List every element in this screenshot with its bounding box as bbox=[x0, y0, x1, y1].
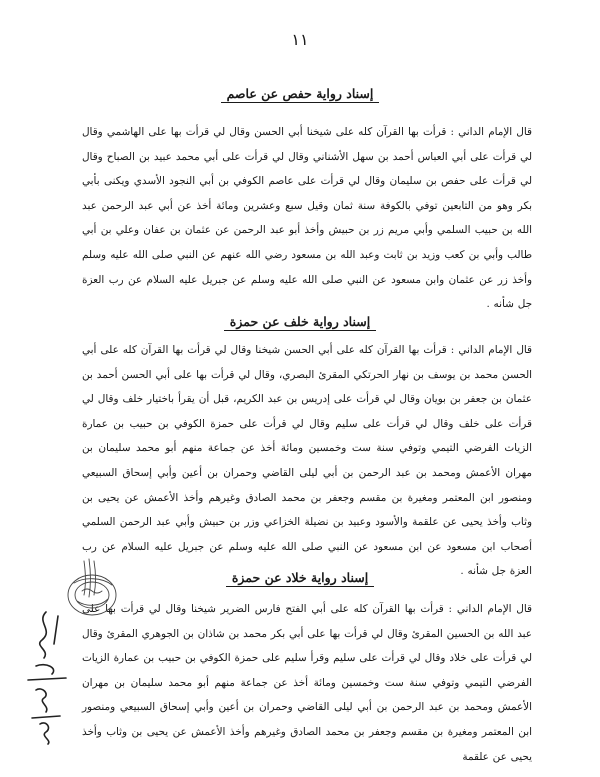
section-heading-hafs bbox=[0, 86, 600, 101]
section-heading-text: إسناد رواية خلف عن حمزة bbox=[224, 314, 376, 331]
page-number: ١١ bbox=[291, 30, 309, 49]
section-paragraph-khallad: قال الإمام الداني : قرأت بها القرآن كله على أبي الفتح فارس الضرير شيخنا وقال لي قرأت بها على عبد الله بن الحسين المقرئ وقال لي قرأت بها على أبي بكر محمد بن شاذان بن الجوهري المقرئ وقال لي قرأت على خلاد وقال لي قرأت على سليم وقرأ سليم على حمزة الكوفي بن حبيب بن عمارة الزيات الفرضي التيمي وتوفي سنة ست وخمسين ومائة أخذ عن جماعة منهم أبو محمد سليمان بن مهران الأعمش ومحمد بن عبد الرحمن بن أبي ليلى القاضي وحمران بن أعين وأبي إسحاق السبيعي ومنصور ابن المعتمر ومغيرة بن مقسم وجعفر بن محمد الصادق وغيرهم وأخذ الأعمش عن يحيى بن وثاب وأخذ يحيى عن علقمة bbox=[82, 603, 532, 763]
section-heading-text: إسناد رواية خلاد عن حمزة bbox=[226, 570, 374, 587]
section-paragraph-hafs: قال الإمام الداني : قرأت بها القرآن كله على شيخنا أبي الحسن وقال لي قرأت بها على الهاشمي وقال لي قرأت على أبي العباس أحمد بن سهل الأشناني وقال لي قرأت على أبي محمد عبيد بن الصباح وقال لي قرأت على حفص بن سليمان وقال لي قرأت على عاصم الكوفي بن أبي النجود الأسدي ويكنى بأبي بكر وهو من التابعين توفي بالكوفة سنة ثمان وقيل سبع وعشرين ومائة أخذ عن أبي عبد الرحمن عبد الله بن حبيب السلمي وأبي مريم زر بن حبيش وأخذ أبو عبد الرحمن عن عثمان بن عفان وعلي بن أبي طالب وأبي بن كعب وزيد بن ثابت وعبد الله بن مسعود رضي الله عنهم عن النبي صلى الله عليه وسلم وأخذ زر عن عثمان وابن مسعود عن النبي صلى الله عليه وسلم عن جبريل عليه السلام عن رب العزة جل شأنه . bbox=[82, 126, 532, 311]
section-heading-text: إسناد رواية حفص عن عاصم bbox=[221, 86, 380, 103]
section-paragraph-khalaf: قال الإمام الداني : قرأت بها القرآن كله على أبي الحسن شيخنا وقال لي قرأت بها القرآن كله على أبي الحسن محمد بن يوسف بن نهار الحرتكي المقرئ البصري، وقال لي قرأت بها على أبي الحسن أحمد بن عثمان بن جعفر بن بويان وقال لي قرأت على إدريس بن عبد الكريم، قبل أن يقرأ باختيار خلف وقال لي قرأت على خلف وقال لي قرأت على سليم وقال لي قرأت على حمزة الكوفي بن حبيب بن عمارة الزيات الفرضي التيمي وتوفي سنة ست وخمسين ومائة أخذ عن جماعة منهم أبو محمد سليمان بن مهران الأعمش ومحمد بن عبد الرحمن بن أبي ليلى القاضي وحمران بن أعين وأبي إسحاق السبيعي ومنصور ابن المعتمر ومغيرة بن مقسم وجعفر بن محمد الصادق وغيرهم وأخذ الأعمش عن يحيى بن وثاب وأخذ يحيى عن علقمة والأسود وعبيد بن نضيلة الخزاعي وزر بن حبيش وأبي عبد الرحمن السلمي أصحاب ابن مسعود عن ابن مسعود عن النبي صلى الله عليه وسلم عن جبريل عليه السلام عن رب العزة جل شأنه . bbox=[82, 344, 532, 578]
handwritten-signature bbox=[6, 608, 80, 748]
section-heading-khalaf bbox=[0, 314, 600, 329]
